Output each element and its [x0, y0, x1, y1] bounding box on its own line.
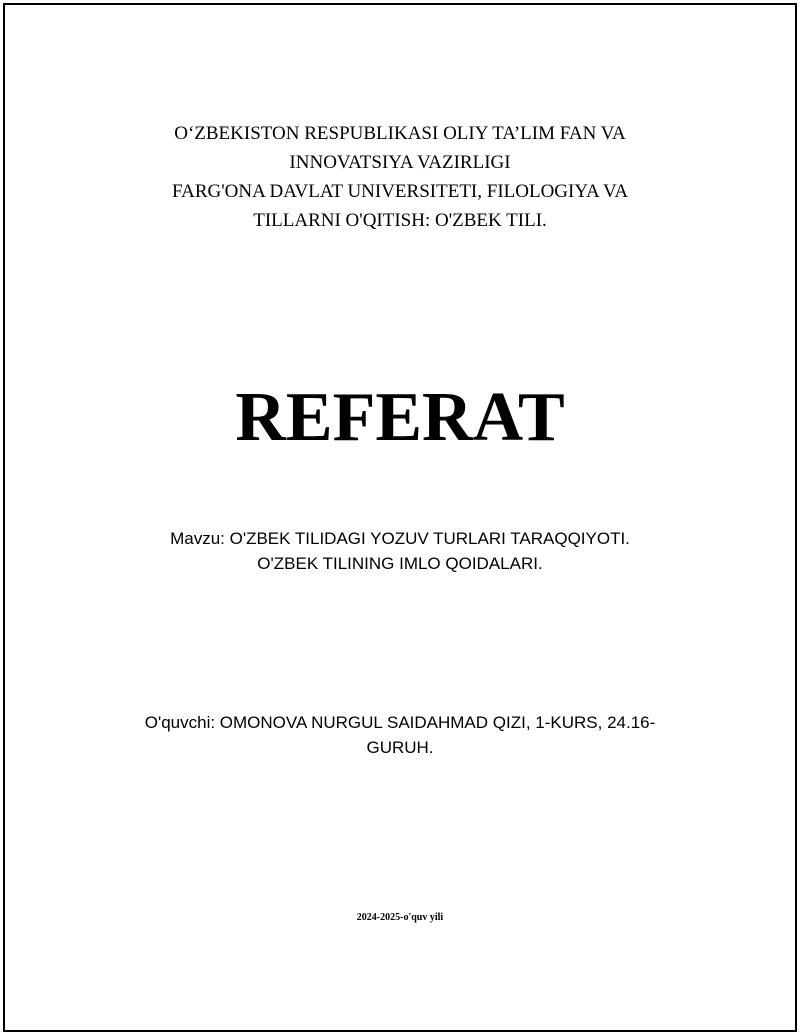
header-line-ministry-1: O‘ZBEKISTON RESPUBLIKASI OLIY TA’LIM FAN VA: [174, 123, 626, 144]
header-line-ministry-2: INNOVATSIYA VAZIRLIGI: [289, 152, 511, 173]
student-line-2: GURUH.: [366, 738, 434, 757]
document-title: REFERAT: [235, 379, 565, 456]
institution-header: [0, 119, 800, 235]
header-line-university-1: FARG'ONA DAVLAT UNIVERSITETI, FILOLOGIYA VA: [171, 181, 629, 202]
topic-block: [0, 526, 800, 576]
academic-year: 2024-2025-o'quv yili: [356, 912, 444, 923]
header-line-university-2: TILLARNI O'QITISH: O'ZBEK TILI.: [253, 210, 547, 231]
topic-line-1: Mavzu: O'ZBEK TILIDAGI YOZUV TURLARI TARAQQIYOTI.: [170, 529, 630, 548]
topic-line-2: O'ZBEK TILINING IMLO QOIDALARI.: [257, 554, 543, 573]
student-line-1: O'quvchi: OMONOVA NURGUL SAIDAHMAD QIZI, 1-KURS, 24.16-: [144, 713, 656, 732]
student-block: [0, 710, 800, 760]
